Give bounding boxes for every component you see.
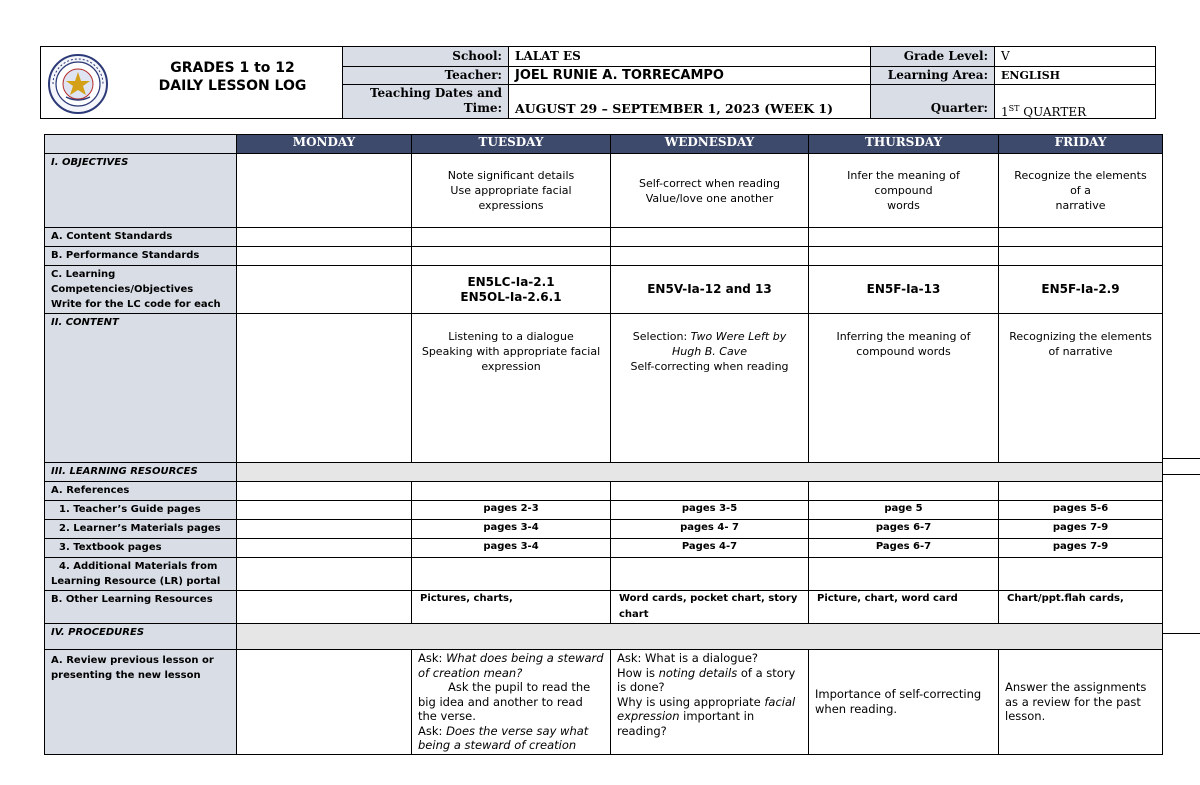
question <box>617 666 802 695</box>
competencies-row <box>45 266 1163 314</box>
lesson-log-table <box>44 134 1163 755</box>
content-line: Speaking with appropriate facial <box>421 345 601 358</box>
lm-thursday: pages 6-7 <box>809 520 999 539</box>
textbook-label: 3. Textbook pages <box>45 539 237 558</box>
lm-tuesday: pages 3-4 <box>412 520 611 539</box>
objective-line: Recognize the elements <box>1014 169 1147 182</box>
ask-prefix: Ask: <box>418 723 447 738</box>
objectives-tuesday <box>412 154 611 228</box>
area-value: ENGLISH <box>995 67 1155 85</box>
extended-rule <box>1162 458 1200 459</box>
content-standards-row <box>45 228 1163 247</box>
quarter-value <box>995 85 1155 118</box>
dates-label <box>343 85 509 118</box>
references-row <box>45 482 1163 501</box>
objective-line: expressions <box>478 199 544 212</box>
content-line: Recognizing the elements <box>1009 330 1152 343</box>
objective-line: Infer the meaning of <box>847 169 960 182</box>
additional-materials-label <box>45 558 237 591</box>
resource-line: Word cards, pocket chart, story <box>619 593 798 604</box>
content-row <box>45 314 1163 463</box>
procedures-span <box>237 624 1163 650</box>
tg-tuesday: pages 2-3 <box>412 501 611 520</box>
competencies-monday <box>237 266 412 314</box>
text-part: of a story is done? <box>617 665 796 694</box>
lc-code: EN5LC-Ia-2.1 <box>467 274 555 289</box>
objective-line: narrative <box>1055 199 1106 212</box>
objective-line: Value/love one another <box>645 191 774 205</box>
title-line-2: DAILY LESSON LOG <box>158 78 307 94</box>
performance-standards-label: B. Performance Standards <box>45 247 237 266</box>
objective-line: compound <box>874 184 933 197</box>
additional-materials-row <box>45 558 1163 591</box>
label-line: Competencies/Objectives <box>51 284 194 295</box>
logo-cell <box>41 47 123 118</box>
learners-materials-row <box>45 520 1163 539</box>
tb-friday: pages 7-9 <box>999 539 1163 558</box>
tg-wednesday: pages 3-5 <box>611 501 809 520</box>
resources-span <box>237 463 1163 482</box>
or-friday: Chart/ppt.flah cards, <box>999 591 1163 624</box>
content-line: Self-correcting when reading <box>630 360 789 373</box>
objective-line: Self-correct when reading <box>638 176 781 190</box>
references-label: A. References <box>45 482 237 501</box>
content-line: of narrative <box>1048 345 1113 358</box>
label-line: presenting the new lesson <box>51 670 201 681</box>
objective-line: Use appropriate facial <box>450 184 572 197</box>
title-line-1: GRADES 1 to 12 <box>170 60 295 76</box>
quarter-label: Quarter: <box>871 85 995 118</box>
quarter-number: 1 <box>1001 105 1009 119</box>
content-tuesday <box>412 314 611 463</box>
review-q2 <box>418 724 604 753</box>
day-wednesday: WEDNESDAY <box>611 135 809 154</box>
instruction: Ask the pupil to read the big idea and another to read the verse. <box>418 680 591 723</box>
day-monday: MONDAY <box>237 135 412 154</box>
extended-rule <box>1162 633 1200 634</box>
school-label: School: <box>343 47 509 67</box>
quarter-suffix: ST <box>1008 104 1020 113</box>
question: Ask: What is a dialogue? <box>617 651 759 665</box>
text-part: important in reading? <box>617 709 755 738</box>
label-line: 4. Additional Materials from <box>59 561 218 572</box>
objectives-friday <box>999 154 1163 228</box>
dates-value: AUGUST 29 – SEPTEMBER 1, 2023 (WEEK 1) <box>509 85 871 118</box>
resources-row <box>45 463 1163 482</box>
teachers-guide-row <box>45 501 1163 520</box>
resource-line: chart <box>619 609 649 620</box>
procedures-label: IV. PROCEDURES <box>45 624 237 650</box>
objectives-monday <box>237 154 412 228</box>
selection-title: Two Were Left by <box>690 330 787 343</box>
deped-seal-icon <box>45 53 111 115</box>
content-standards-label: A. Content Standards <box>45 228 237 247</box>
review-tuesday <box>412 650 611 755</box>
school-value: LALAT ES <box>509 47 871 67</box>
text-part: noting details <box>658 665 738 680</box>
label-line: A. Review previous lesson or <box>51 655 214 666</box>
learners-materials-label: 2. Learner’s Materials pages <box>45 520 237 539</box>
competencies-wednesday: EN5V-Ia-12 and 13 <box>611 266 809 314</box>
tb-tuesday: pages 3-4 <box>412 539 611 558</box>
question <box>617 695 802 739</box>
day-thursday: THURSDAY <box>809 135 999 154</box>
competencies-thursday: EN5F-Ia-13 <box>809 266 999 314</box>
lc-code: EN5OL-Ia-2.6.1 <box>460 289 562 304</box>
competencies-label <box>45 266 237 314</box>
lm-wednesday: pages 4- 7 <box>611 520 809 539</box>
extended-rule <box>1162 474 1200 475</box>
tb-thursday: Pages 6-7 <box>809 539 999 558</box>
day-friday: FRIDAY <box>999 135 1163 154</box>
objective-line: Note significant details <box>447 169 575 182</box>
dates-label-line1: Teaching Dates and <box>369 86 502 100</box>
teachers-guide-label: 1. Teacher’s Guide pages <box>45 501 237 520</box>
objective-line: of a <box>1070 184 1091 197</box>
text-part: facial expression <box>617 694 796 723</box>
dll-header <box>40 46 1156 119</box>
textbook-row <box>45 539 1163 558</box>
objectives-wednesday <box>611 154 809 228</box>
text-part: Why is using appropriate <box>617 694 765 709</box>
review-friday: Answer the assignments as a review for the past lesson. <box>999 650 1163 755</box>
other-resources-label: B. Other Learning Resources <box>45 591 237 624</box>
tg-friday: pages 5-6 <box>999 501 1163 520</box>
or-wednesday <box>611 591 809 624</box>
lm-friday: pages 7-9 <box>999 520 1163 539</box>
content-friday <box>999 314 1163 463</box>
or-thursday: Picture, chart, word card <box>809 591 999 624</box>
day-header-row <box>45 135 1163 154</box>
content-monday <box>237 314 412 463</box>
objective-line: words <box>887 199 920 212</box>
tg-thursday: page 5 <box>809 501 999 520</box>
content-line: Listening to a dialogue <box>448 330 574 343</box>
review-q1 <box>418 651 604 680</box>
other-resources-row <box>45 591 1163 624</box>
review-thursday: Importance of self-correcting when reading. <box>809 650 999 755</box>
review-wednesday <box>611 650 809 755</box>
dates-label-line2: Time: <box>463 101 502 115</box>
content-thursday <box>809 314 999 463</box>
label-line: Learning Resource (LR) portal <box>51 576 221 587</box>
procedures-row <box>45 624 1163 650</box>
performance-standards-row <box>45 247 1163 266</box>
objectives-row <box>45 154 1163 228</box>
content-label: II. CONTENT <box>45 314 237 463</box>
label-line: Write for the LC code for each <box>51 299 221 310</box>
competencies-tuesday <box>412 266 611 314</box>
review-label <box>45 650 237 755</box>
grade-label: Grade Level: <box>871 47 995 67</box>
objectives-label: I. OBJECTIVES <box>45 154 237 228</box>
day-tuesday: TUESDAY <box>412 135 611 154</box>
teacher-value: JOEL RUNIE A. TORRECAMPO <box>509 67 871 85</box>
content-line <box>611 329 808 344</box>
area-label: Learning Area: <box>871 67 995 85</box>
corner-cell <box>45 135 237 154</box>
objectives-thursday <box>809 154 999 228</box>
or-tuesday: Pictures, charts, <box>412 591 611 624</box>
resources-label: III. LEARNING RESOURCES <box>45 463 237 482</box>
selection-author: Hugh B. Cave <box>672 345 747 358</box>
quarter-text: QUARTER <box>1023 105 1087 119</box>
label-line: C. Learning <box>51 269 116 280</box>
content-line: Inferring the meaning of <box>836 330 971 343</box>
review-monday <box>237 650 412 755</box>
ask-prefix: Ask: <box>418 651 447 665</box>
review-row <box>45 650 1163 755</box>
tb-wednesday: Pages 4-7 <box>611 539 809 558</box>
question: What does being a steward of creation mean? <box>418 651 604 680</box>
question: Does the verse say what being a steward of creation <box>418 723 589 752</box>
content-wednesday <box>611 314 809 463</box>
selection-prefix: Selection: <box>632 330 691 343</box>
competencies-friday: EN5F-Ia-2.9 <box>999 266 1163 314</box>
page-title <box>123 47 343 118</box>
text-part: How is <box>617 665 659 680</box>
teacher-label: Teacher: <box>343 67 509 85</box>
content-line: expression <box>481 360 541 373</box>
grade-value: V <box>995 47 1155 67</box>
content-line: compound words <box>856 345 951 358</box>
